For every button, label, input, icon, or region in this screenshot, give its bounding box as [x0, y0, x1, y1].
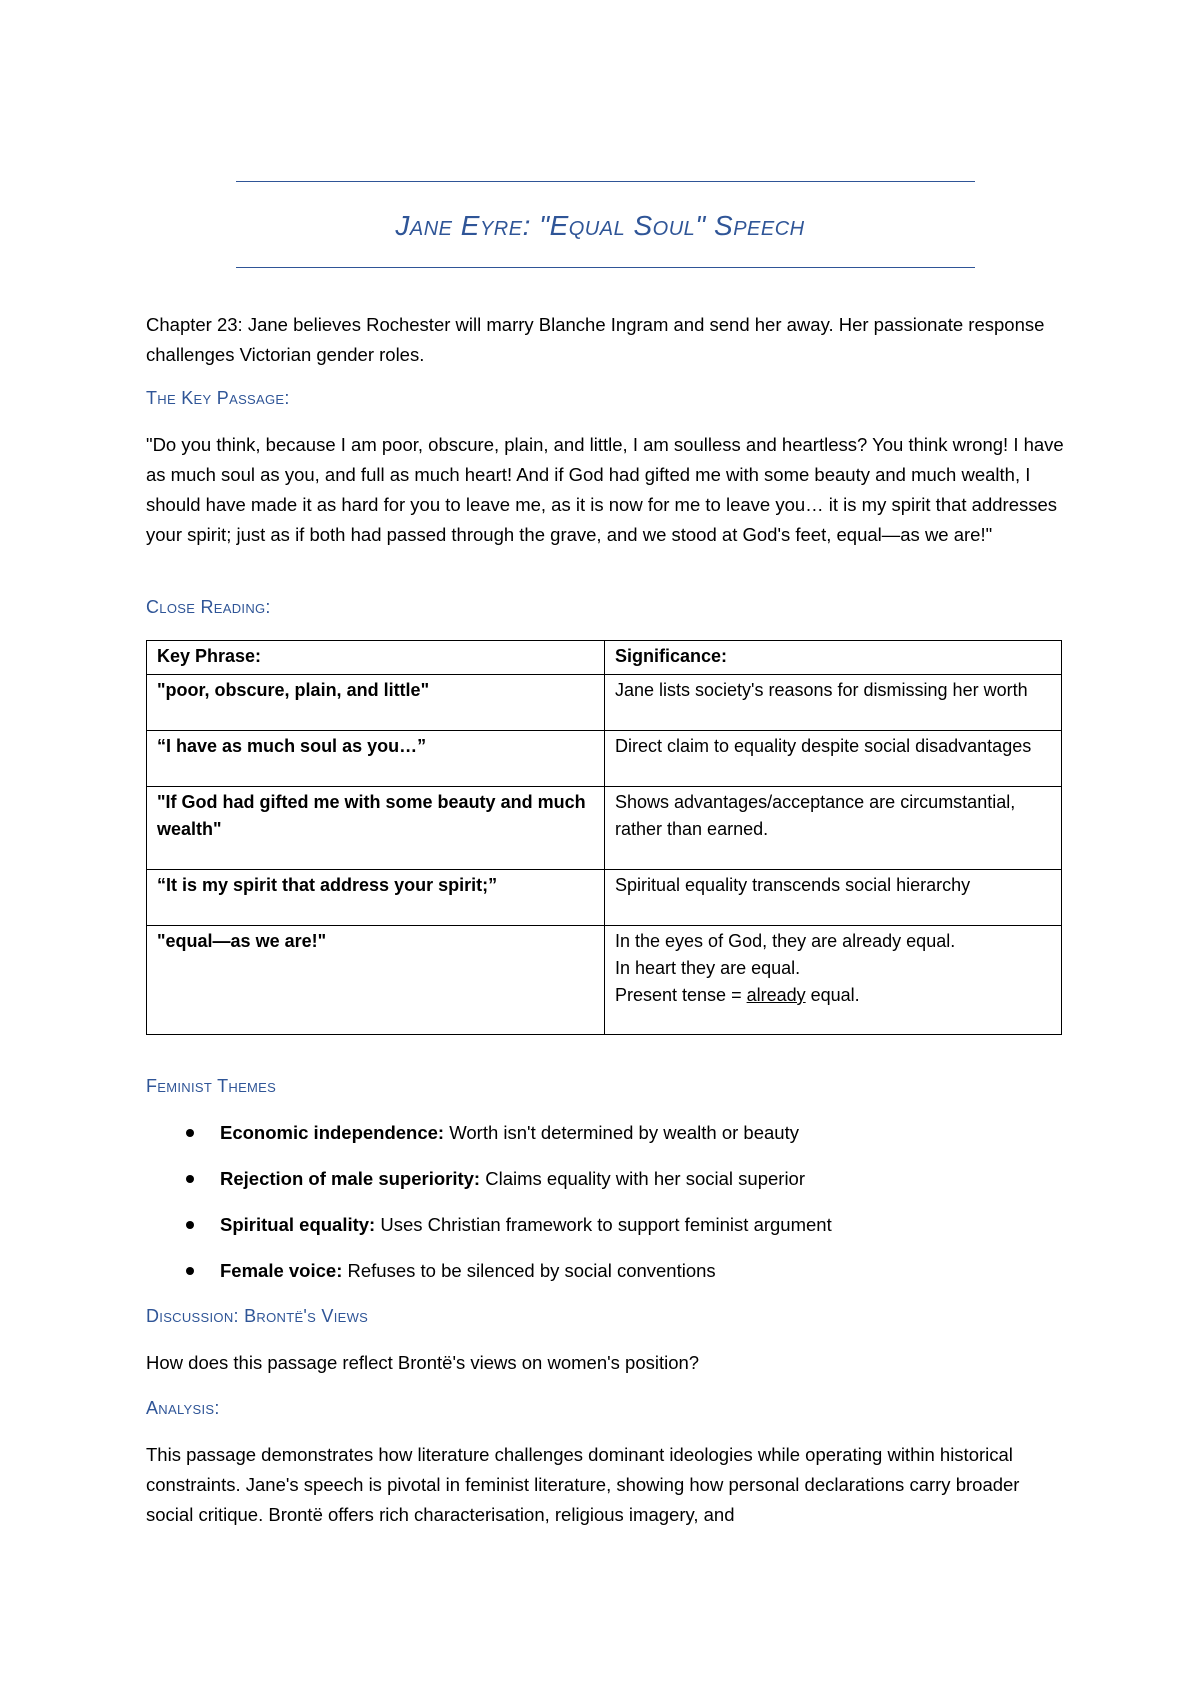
- table-row: [147, 926, 1062, 1035]
- intro-paragraph: Chapter 23: Jane believes Rochester will marry Blanche Ingram and send her away. Her passionate response challenges Victorian gender roles.: [146, 314, 1045, 365]
- theme-text: Uses Christian framework to support feminist argument: [375, 1214, 832, 1235]
- significance-cell: Spiritual equality transcends social hierarchy: [605, 870, 1062, 926]
- key-passage-heading: The Key Passage:: [146, 388, 290, 408]
- theme-label: Female voice:: [220, 1260, 343, 1281]
- discussion-heading: Discussion: Brontë's Views: [146, 1306, 369, 1326]
- table-row: [147, 870, 1062, 926]
- table-row: [147, 787, 1062, 870]
- title-part-3: ": [695, 210, 715, 241]
- title-part-4: Speech: [714, 210, 805, 241]
- significance-line: In heart they are equal.: [615, 958, 801, 978]
- feminist-themes-heading: Feminist Themes: [146, 1076, 277, 1096]
- significance-suffix: equal.: [805, 985, 860, 1005]
- theme-label: Spiritual equality:: [220, 1214, 376, 1235]
- title-part-1: Jane Eyre: [395, 210, 523, 241]
- list-item: [186, 1164, 1066, 1210]
- significance-underlined-word: already: [746, 985, 806, 1005]
- title-bottom-rule: [236, 267, 975, 268]
- feminist-themes-list: [186, 1118, 1066, 1302]
- key-phrase-cell: "If God had gifted me with some beauty and much wealth": [147, 787, 605, 870]
- discussion-question: How does this passage reflect Brontë's views on women's position?: [146, 1352, 700, 1373]
- list-item: [186, 1256, 1066, 1302]
- table-row: [147, 731, 1062, 787]
- theme-text: Refuses to be silenced by social conventions: [342, 1260, 716, 1281]
- significance-cell: Direct claim to equality despite social disadvantages: [605, 731, 1062, 787]
- key-phrase-cell: "poor, obscure, plain, and little": [147, 675, 605, 731]
- theme-label: Rejection of male superiority:: [220, 1168, 481, 1189]
- key-phrase-cell: “It is my spirit that address your spirit;”: [147, 870, 605, 926]
- significance-cell: Shows advantages/acceptance are circumstantial, rather than earned.: [605, 787, 1062, 870]
- significance-prefix: Present tense =: [615, 985, 747, 1005]
- header-key-phrase: Key Phrase:: [147, 641, 605, 675]
- significance-line: In the eyes of God, they are already equal.: [615, 931, 956, 951]
- close-reading-heading: Close Reading:: [146, 597, 271, 617]
- table-row: [147, 675, 1062, 731]
- bullet-icon: [186, 1267, 194, 1275]
- title-separator: : ": [522, 210, 550, 241]
- theme-text: Worth isn't determined by wealth or beauty: [444, 1122, 799, 1143]
- bullet-icon: [186, 1129, 194, 1137]
- title-top-rule: [236, 181, 975, 182]
- analysis-heading: Analysis:: [146, 1398, 220, 1418]
- list-item: [186, 1210, 1066, 1256]
- bullet-icon: [186, 1221, 194, 1229]
- title-part-2: Equal Soul: [549, 210, 696, 241]
- close-reading-table: [146, 640, 1062, 1035]
- key-phrase-cell: “I have as much soul as you…”: [147, 731, 605, 787]
- theme-text: Claims equality with her social superior: [480, 1168, 805, 1189]
- page-title: [0, 210, 1200, 242]
- significance-cell: [605, 926, 1062, 1035]
- key-phrase-cell: "equal—as we are!": [147, 926, 605, 1035]
- analysis-paragraph: This passage demonstrates how literature challenges dominant ideologies while operating within historical constraints. Jane's speech is pivotal in feminist literature, showing how personal declarations carry broader social critique. Brontë offers rich characterisation, religious imagery, and: [146, 1444, 1020, 1525]
- list-item: [186, 1118, 1066, 1164]
- significance-line: [615, 982, 1051, 1009]
- significance-cell: Jane lists society's reasons for dismissing her worth: [605, 675, 1062, 731]
- bullet-icon: [186, 1175, 194, 1183]
- key-passage-quote: "Do you think, because I am poor, obscure, plain, and little, I am soulless and heartless? You think wrong! I have as much soul as you, and full as much heart! And if God had gifted me with some beauty and much wealth, I should have made it as hard for you to leave me, as it is now for me to leave you… it is my spirit that addresses your spirit; just as if both had passed through the grave, and we stood at God's feet, equal—as we are!": [146, 434, 1064, 545]
- theme-label: Economic independence:: [220, 1122, 445, 1143]
- header-significance: Significance:: [605, 641, 1062, 675]
- table-header-row: [147, 641, 1062, 675]
